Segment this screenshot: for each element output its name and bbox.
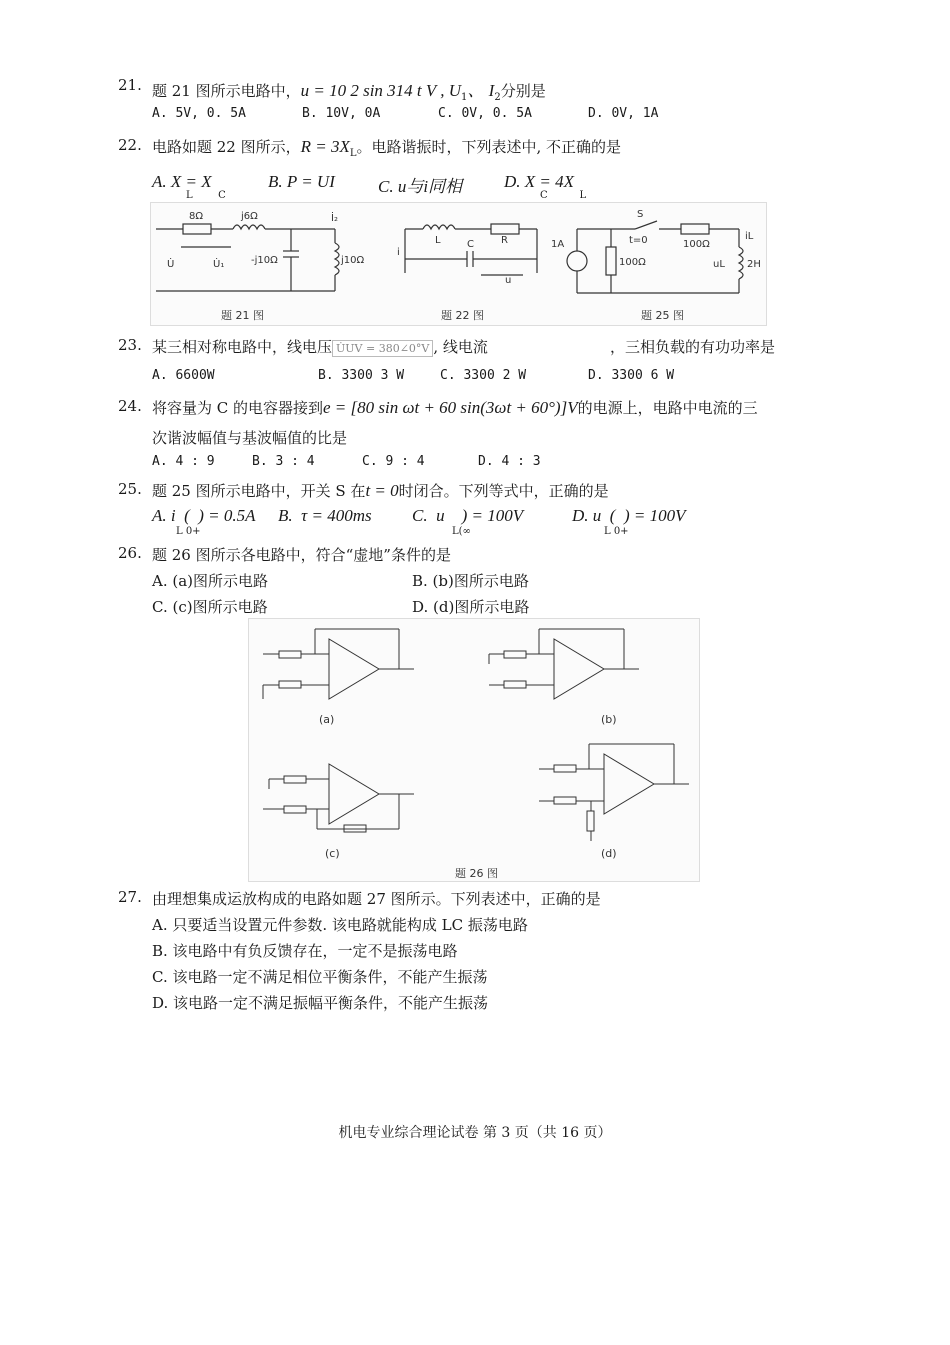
question-text: 将容量为 C 的电容器接到 (152, 399, 324, 417)
page-footer: 机电专业综合理论试卷 第 3 页（共 16 页） (338, 1125, 612, 1141)
fig21-i2-label: İ₂ (331, 213, 338, 224)
option-d: D. u ( ) = 100V (572, 506, 686, 525)
option-d: D. 3300 6 W (588, 368, 675, 383)
figure-26-caption: 题 26 图 (455, 867, 498, 880)
option-c: C. u ) = 100V (412, 506, 524, 525)
opamp-circuits (249, 619, 699, 881)
option-a: A. 5V, 0. 5A (152, 106, 246, 121)
question-number: 25. (118, 480, 142, 498)
option-a: A. 只要适当设置元件参数. 该电路就能构成 LC 振荡电路 (152, 916, 528, 934)
option-d: D. 该电路一定不满足振幅平衡条件，不能产生振荡 (152, 994, 489, 1012)
option-a: A. X = X (152, 172, 212, 191)
option-c: C. (c)图所示电路 (152, 598, 268, 616)
question-number: 22. (118, 136, 142, 154)
figure-strip-21-22-25 (150, 202, 767, 326)
fig25-source-label: 1A (551, 239, 565, 250)
option-d: D. X = 4X (504, 172, 575, 191)
fig21-l2-label: j10Ω (341, 255, 365, 266)
option-b: B. 该电路中有负反馈存在，一定不是振荡电路 (152, 942, 458, 960)
fig22-caption: 题 22 图 (441, 309, 484, 322)
subfig-d-label: (d) (601, 847, 617, 860)
fig22-c-label: C (467, 239, 474, 250)
figure-26 (248, 618, 700, 882)
question-number: 26. (118, 544, 142, 562)
option-a: A. 6600W (152, 368, 215, 383)
question-number: 27. (118, 888, 142, 906)
fig22-u-label: u (505, 275, 512, 286)
option-b: B. (b)图所示电路 (412, 572, 529, 590)
option-a: A. 4 : 9 (152, 454, 215, 469)
fig21-r-label: 8Ω (189, 211, 204, 222)
fig25-ul-label: uL (713, 259, 725, 270)
option-c: C. u与i同相 (378, 177, 463, 196)
question-text: 由理想集成运放构成的电路如题 27 图所示。下列表述中，正确的是 (152, 890, 601, 908)
fig21-c-label: -j10Ω (251, 255, 278, 266)
option-d: D. (d)图所示电路 (412, 598, 530, 616)
option-b: B. 10V, 0A (302, 106, 381, 121)
question-text: 电路如题 22 图所示， (152, 138, 301, 156)
question-number: 24. (118, 397, 142, 415)
option-b: B. 3300 3 W (318, 368, 405, 383)
option-d: D. 0V, 1A (588, 106, 659, 121)
fig22-r-label: R (501, 235, 508, 246)
question-text: 题 21 图所示电路中， (152, 82, 301, 100)
question-number: 21. (118, 76, 142, 94)
option-a: A. i ( ) = 0.5A (152, 506, 256, 525)
subfig-c-label: (c) (325, 847, 340, 860)
option-b: B. 3 : 4 (252, 454, 315, 469)
question-number: 23. (118, 336, 142, 354)
question-text: 题 25 图所示电路中，开关 S 在 (152, 482, 366, 500)
fig25-caption: 题 25 图 (641, 309, 684, 322)
subfig-b-label: (b) (601, 713, 617, 726)
fig25-switch-label: S (637, 209, 644, 220)
question-text: 题 26 图所示各电路中，符合“虚地”条件的是 (152, 546, 451, 564)
option-c: C. 该电路一定不满足相位平衡条件，不能产生振荡 (152, 968, 488, 986)
fig21-l-label: j6Ω (241, 211, 258, 222)
fig25-il-label: iL (745, 231, 754, 242)
option-b: B. P = UI (268, 172, 335, 191)
option-b: B. τ = 400ms (278, 506, 372, 525)
fig21-u-label: U̇ (167, 259, 175, 270)
voltage-formula: U̇UV = 380∠0°V (332, 340, 433, 357)
formula: e = [80 sin ωt + 60 sin(3ωt + 60°)]V (323, 398, 578, 417)
formula: R = 3X (300, 137, 350, 156)
fig21-caption: 题 21 图 (221, 309, 264, 322)
question-text: 某三相对称电路中，线电压 (152, 338, 333, 356)
fig25-t-label: t=0 (629, 235, 648, 246)
fig21-u1-label: U̇₁ (213, 259, 225, 270)
fig25-r1-label: 100Ω (619, 257, 646, 268)
formula: t = 0 (365, 481, 399, 500)
question-text-line2: 次谐波幅值与基波幅值的比是 (152, 429, 348, 447)
fig25-r2-label: 100Ω (683, 239, 710, 250)
subfig-a-label: (a) (319, 713, 335, 726)
option-a: A. (a)图所示电路 (152, 572, 269, 590)
fig22-i-label: i (397, 247, 400, 258)
option-d: D. 4 : 3 (478, 454, 541, 469)
option-c: C. 0V, 0. 5A (438, 106, 532, 121)
fig22-l-label: L (435, 235, 441, 246)
formula: u = 10 2 sin 314 t V , U (300, 81, 462, 100)
fig25-l-label: 2H (747, 259, 761, 270)
circuit-diagrams (151, 203, 766, 325)
option-c: C. 9 : 4 (362, 454, 425, 469)
option-c: C. 3300 2 W (440, 368, 527, 383)
